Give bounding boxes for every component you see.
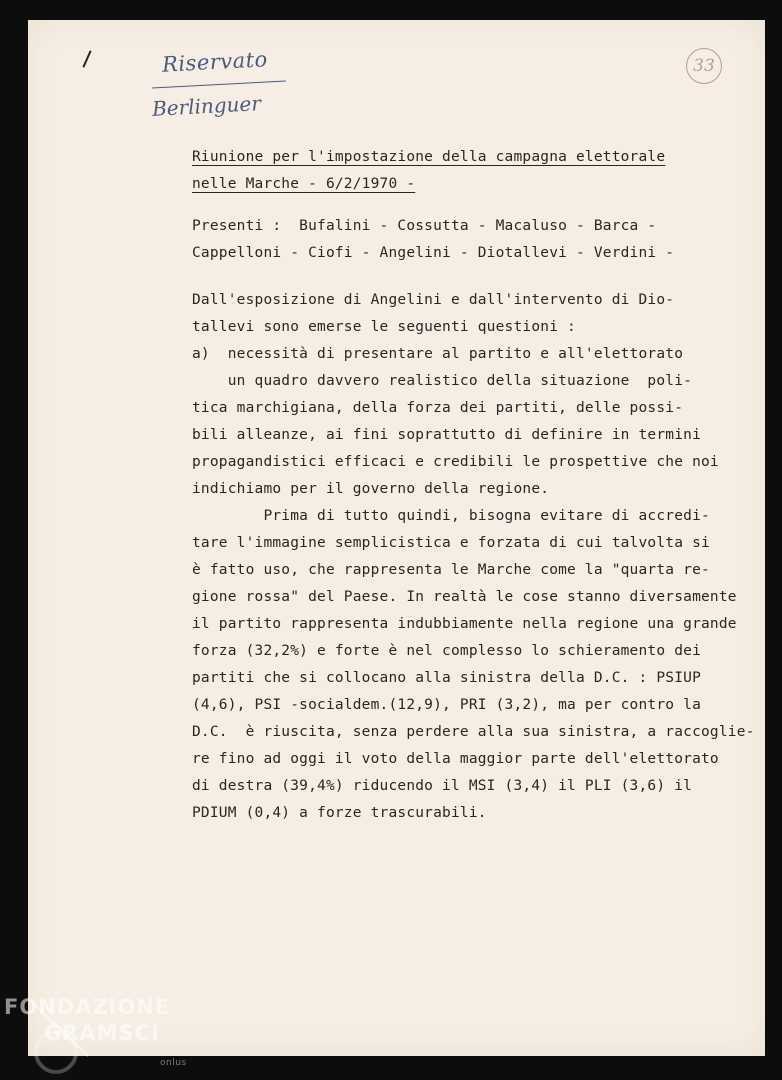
attendees-line: Presenti : Bufalini - Cossutta - Macaluso - Barca -	[192, 218, 657, 234]
body-line: Dall'esposizione di Angelini e dall'intervento di Dio-	[192, 292, 675, 308]
body-line: gione rossa" del Paese. In realtà le cose stanno diversamente	[192, 589, 737, 605]
document-page	[28, 20, 765, 1056]
pen-tick-mark	[82, 50, 91, 67]
body-line: di destra (39,4%) riducendo il MSI (3,4) il PLI (3,6) il	[192, 778, 693, 794]
body-line: re fino ad oggi il voto della maggior parte dell'elettorato	[192, 751, 719, 767]
body-line: tallevi sono emerse le seguenti questioni :	[192, 319, 576, 335]
body-line: è fatto uso, che rappresenta le Marche come la "quarta re-	[192, 562, 710, 578]
body-line: bili alleanze, ai fini soprattutto di definire in termini	[192, 427, 701, 443]
body-line: PDIUM (0,4) a forze trascurabili.	[192, 805, 487, 821]
watermark-line-3: onlus	[160, 1058, 187, 1068]
body-line: (4,6), PSI -socialdem.(12,9), PRI (3,2), ma per contro la	[192, 697, 701, 713]
title-line: nelle Marche - 6/2/1970 -	[192, 176, 416, 192]
watermark-logo	[4, 994, 187, 1068]
watermark-line-2: GRAMSCI	[44, 1021, 160, 1045]
body-line: un quadro davvero realistico della situazione poli-	[192, 373, 693, 389]
body-line: propagandistici efficaci e credibili le prospettive che noi	[192, 454, 719, 470]
body-line: forza (32,2%) e forte è nel complesso lo schieramento dei	[192, 643, 701, 659]
body-line: a) necessità di presentare al partito e all'elettorato	[192, 346, 684, 362]
body-line: tare l'immagine semplicistica e forzata di cui talvolta si	[192, 535, 710, 551]
title-line: Riunione per l'impostazione della campagna elettorale	[192, 149, 666, 165]
body-line: D.C. è riuscita, senza perdere alla sua sinistra, a raccoglie-	[192, 724, 755, 740]
body-line: indichiamo per il governo della regione.	[192, 481, 550, 497]
typewritten-text	[192, 144, 762, 827]
body-line: Prima di tutto quindi, bisogna evitare di accredi-	[192, 508, 710, 524]
handwritten-page-number: 33	[686, 48, 722, 84]
handwritten-note-name: Berlinguer	[151, 91, 262, 121]
handwritten-underline	[152, 80, 286, 88]
attendees-line: Cappelloni - Ciofi - Angelini - Diotallevi - Verdini -	[192, 245, 675, 261]
handwritten-note-riservato: Riservato	[161, 47, 269, 77]
body-line: il partito rappresenta indubbiamente nella regione una grande	[192, 616, 737, 632]
body-line: tica marchigiana, della forza dei partiti, delle possi-	[192, 400, 684, 416]
body-line: partiti che si collocano alla sinistra della D.C. : PSIUP	[192, 670, 701, 686]
watermark-line-1: FONDAZIONE	[4, 995, 171, 1019]
